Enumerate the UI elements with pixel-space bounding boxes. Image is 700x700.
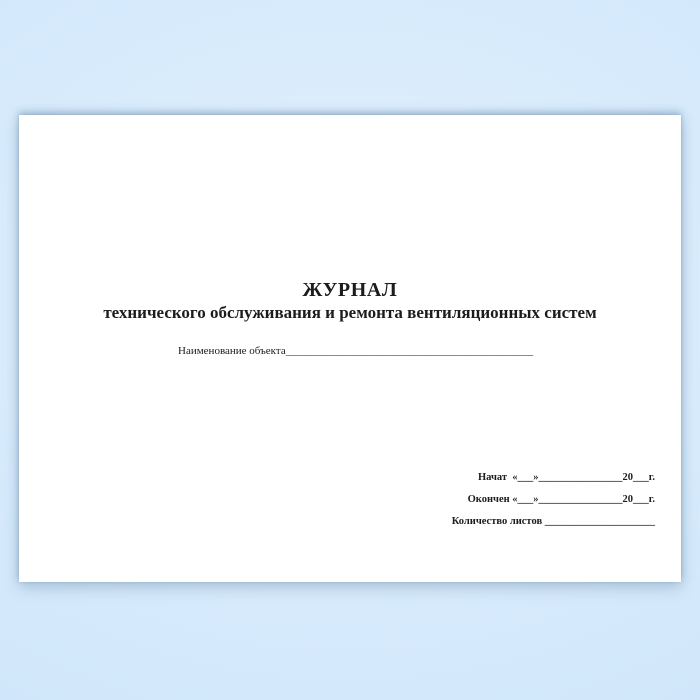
journal-title: ЖУРНАЛ (302, 279, 398, 301)
finished-field-line: Окончен «___»________________20___г. (467, 494, 655, 505)
journal-subtitle: технического обслуживания и ремонта вентиляционных систем (103, 303, 597, 322)
object-name-label: Наименование объекта (178, 345, 286, 357)
journal-cover-page (19, 115, 681, 582)
sheet-count-field-line: Количество листов _____________________ (451, 516, 655, 527)
object-name-blank: _____________________________________________ (285, 345, 534, 357)
started-field-line: Начат «___»________________20___г. (477, 472, 655, 483)
object-name-line (178, 345, 533, 358)
footer-fields (452, 467, 655, 533)
